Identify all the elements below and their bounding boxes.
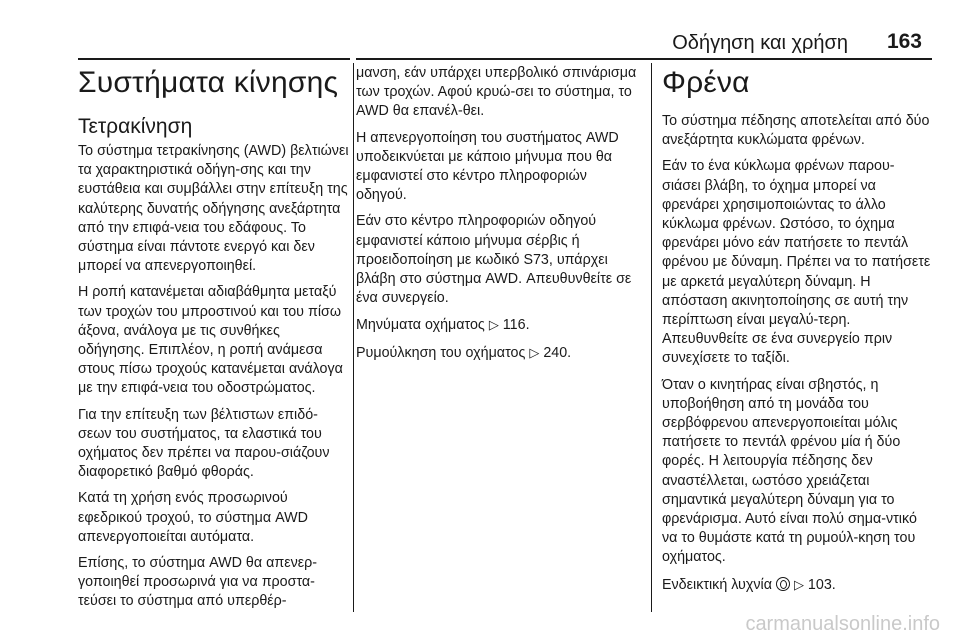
cross-reference[interactable] <box>356 315 640 335</box>
paragraph: Το σύστημα πέδησης αποτελείται από δύο ανεξάρτητα κυκλώματα φρένων. <box>662 113 930 149</box>
cross-reference[interactable] <box>662 575 932 595</box>
paragraph: Η απενεργοποίηση του συστήματος AWD υποδεικνύεται με κάποιο μήνυμα που θα εμφανιστεί στο κέντρο πληροφοριών οδηγού. <box>356 129 619 204</box>
header-rule-left <box>78 58 350 60</box>
page-number: 163 <box>886 30 922 53</box>
cross-reference[interactable] <box>356 343 640 363</box>
reference-text: Ρυμούλκηση του οχήματος <box>356 344 526 361</box>
paragraph: μανση, εάν υπάρχει υπερβολικό σπινάρισμα των τροχών. Αφού κρυώ-σει το σύστημα, το AWD θα επανέλ-θει. <box>356 65 637 120</box>
paragraph: Το σύστημα τετρακίνησης (AWD) βελτιώνει τα χαρακτηριστικά οδήγη-σης και την ευστάθεια και συμβάλλει στην επίτευξη της καλύτερης δυνατής οδήγησης ανεξάρτητα από την επιφά-νεια του εδάφους. Το σύστημα είναι πάντοτε ενεργό και δεν μπορεί να απενεργοποιηθεί. <box>78 143 349 275</box>
column-divider <box>651 63 652 612</box>
triangle-right-icon: ▷ <box>529 344 540 360</box>
triangle-right-icon: ▷ <box>488 317 499 333</box>
header-title: Οδήγηση και χρήση <box>672 32 848 54</box>
watermark: carmanualsonline.info <box>745 613 940 635</box>
column-1 <box>78 64 350 642</box>
paragraph: Για την επίτευξη των βέλτιστων επιδό-σεων του συστήματος, τα ελαστικά του οχήματος δεν πρέπει να παρου-σιάζουν διαφορετικό βαθμό φθοράς. <box>78 406 330 481</box>
reference-text: Μηνύματα οχήματος <box>356 317 485 334</box>
section-heading: Φρένα <box>662 66 750 99</box>
reference-text: Ενδεικτική λυχνία <box>662 576 772 593</box>
paragraph: Η ροπή κατανέμεται αδιαβάθμητα μεταξύ των τροχών του μπροστινού και του πίσω άξονα, ανάλογα με τις συνθήκες οδήγησης. Επιπλέον, η ροπή ανάμεσα στους πίσω τροχούς κατανέμεται ανάλογα με την επιφά-νεια του οδοστρώματος. <box>78 284 343 397</box>
reference-page: 116. <box>502 317 530 334</box>
paragraph: Εάν στο κέντρο πληροφοριών οδηγού εμφανιστεί κάποιο μήνυμα σέρβις ή προειδοποίηση με κωδικό S73, υπάρχει βλάβη στο σύστημα AWD. Απευθυνθείτε σε ένα συνεργείο. <box>356 213 632 307</box>
page-header <box>0 0 960 66</box>
paragraph: Κατά τη χρήση ενός προσωρινού εφεδρικού τροχού, το σύστημα AWD απενεργοποιείται αυτόματα. <box>78 490 308 545</box>
subsection-heading: Τετρακίνηση <box>78 115 193 138</box>
column-divider <box>353 63 354 612</box>
column-2 <box>356 64 640 642</box>
paragraph: Επίσης, το σύστημα AWD θα απενερ-γοποιηθεί προσωρινά για να προστα-τεύσει το σύστημα από υπερθέρ- <box>78 555 317 610</box>
paragraph: Εάν το ένα κύκλωμα φρένων παρου-σιάσει βλάβη, το όχημα μπορεί να φρενάρει χρησιμοποιώντας το άλλο κύκλωμα φρένων. Ωστόσο, το όχημα φρενάρει μόνο εάν πατήσετε το πεντάλ φρένου με δύναμη. Πρέπει να το πατήσετε με αρκετά μεγαλύτερη δύναμη. Η απόσταση ακινητοποίησης σε αυτή την περίπτωση είναι μεγαλύ-τερη. Απευθυνθείτε σε ένα συνεργείο πριν συνεχίσετε το ταξίδι. <box>662 158 931 367</box>
column-3 <box>662 64 932 642</box>
paragraph: Όταν ο κινητήρας είναι σβηστός, η υποβοήθηση από τη μονάδα του σερβόφρενου απενεργοποιείται μόλις πατήσετε το πεντάλ φρένου μία ή δύο φορές. Η λειτουργία πέδησης δεν αναστέλλεται, ωστόσο χρειάζεται σημαντικά μεγαλύτερη δύναμη για το φρενάρισμα. Αυτό είναι πολύ σημα-ντικό να το θυμάστε κατά τη ρυμούλ-κηση του οχήματος. <box>662 376 917 566</box>
section-heading: Συστήματα κίνησης <box>78 66 339 99</box>
reference-page: 103. <box>807 576 836 593</box>
brake-warning-light-icon <box>776 577 790 591</box>
reference-page: 240. <box>543 344 572 361</box>
header-rule-right <box>356 58 932 60</box>
triangle-right-icon: ▷ <box>793 576 804 592</box>
